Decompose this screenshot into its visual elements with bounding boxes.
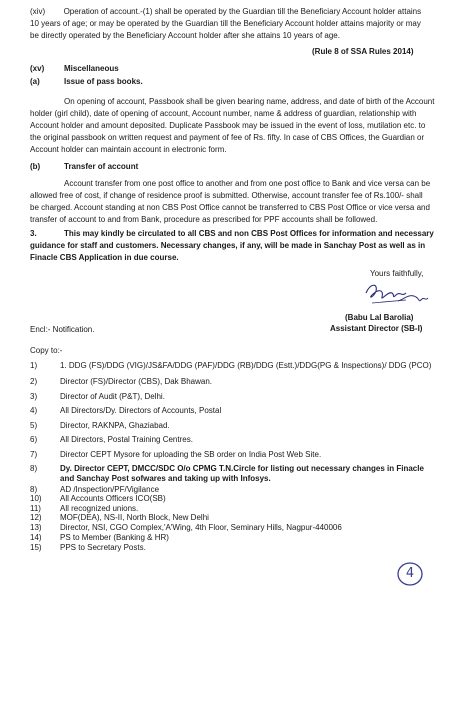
para-xiv-text-1: -(1) shall be operated by the Guardian till the Beneficiary Account holder attains xyxy=(140,7,422,16)
para-b-line: allowed free of cost, if change of residence proof is submitted. Otherwise, account transfer fee of Rs.100/- shall xyxy=(30,191,423,200)
para-a-heading: Issue of pass books. xyxy=(64,77,143,86)
cc-number: 11) xyxy=(30,504,41,513)
cc-item-continuation: and Sanchay Post sofwares and taking up with Infosys. xyxy=(60,474,271,483)
cc-item: All Accounts Officers ICO(SB) xyxy=(60,494,166,503)
cc-item: Director CEPT Mysore for uploading the SB order on India Post Web Site. xyxy=(60,450,322,459)
cc-item: Director, RAKNPA, Ghaziabad. xyxy=(60,421,170,430)
cc-item: MOF(DEA), NS-II, North Block, New Delhi xyxy=(60,513,209,522)
cc-number: 15) xyxy=(30,543,42,552)
cc-number: 10) xyxy=(30,494,42,503)
para-b-line: transfer of account to and from Bank, procedure as prescribed for PPF accounts shall be followed. xyxy=(30,215,378,224)
para-xiv-number: (xiv) xyxy=(30,7,46,16)
cc-number: 7) xyxy=(30,450,38,459)
cc-item: Dy. Director CEPT, DMCC/SDC O/o CPMG T.N.Circle for listing out necessary changes in Finacle xyxy=(60,464,424,473)
cc-item: PPS to Secretary Posts. xyxy=(60,543,146,552)
para-xiv-text-3: be directly operated by the Beneficiary Account holder after she attains 10 years of age. xyxy=(30,31,340,40)
para-a-line: Account holder and amount deposited. Duplicate Passbook may be issued in the event of loss, mutilation etc. to xyxy=(30,121,426,130)
para-b-line: be charged. Account standing at non CBS Post Office cannot be transferred to CBS Post Office or vice versa and xyxy=(30,203,430,212)
para-a-line: the original passbook on written request and payment of fee of Rs. fifty. In case of CBS Offices, the Guardian or xyxy=(30,133,425,142)
rule-reference: (Rule 8 of SSA Rules 2014) xyxy=(312,47,414,56)
cc-item: PS to Member (Banking & HR) xyxy=(60,533,169,542)
enclosure-line: Encl:- Notification. xyxy=(30,325,95,334)
para-xv-number: (xv) xyxy=(30,64,45,73)
page-mark-digit: 4 xyxy=(405,566,415,581)
para-a-line: On opening of account, Passbook shall be given bearing name, address, and date of birth of the Account xyxy=(64,97,435,106)
para-3-line: guidance for staff and customers. Necessary changes, if any, will be made in Sanchay Post as well as in xyxy=(30,241,426,250)
cc-number: 6) xyxy=(30,435,38,444)
signatory-name: (Babu Lal Barolia) xyxy=(345,313,414,322)
para-xv-heading: Miscellaneous xyxy=(64,64,119,73)
cc-item: Director of Audit (P&T), Delhi. xyxy=(60,392,165,401)
para-xiv-heading: Operation of account. xyxy=(63,7,141,16)
cc-number: 13) xyxy=(30,523,42,532)
cc-number: 8) xyxy=(30,464,38,473)
cc-item: All Directors, Postal Training Centres. xyxy=(60,435,193,444)
signatory-title: Assistant Director (SB-I) xyxy=(330,324,423,333)
para-b-line: Account transfer from one post office to another and from one post office to Bank and vice versa can be xyxy=(64,179,431,188)
para-a-line: holder (girl child), date of opening of account, Account number, name & address of guardian, relationship with xyxy=(30,109,417,118)
cc-item: Director, NSI, CGO Complex,'A'Wing, 4th Floor, Seminary Hills, Nagpur-440006 xyxy=(60,523,342,532)
cc-item: All recognized unions. xyxy=(60,504,139,513)
para-b-number: (b) xyxy=(30,162,41,171)
closing-text: Yours faithfully, xyxy=(370,269,424,278)
para-3-line: Finacle CBS Application in due course. xyxy=(30,253,179,262)
cc-item: Director (FS)/Director (CBS), Dak Bhawan. xyxy=(60,377,213,386)
para-3-number: 3. xyxy=(30,229,37,238)
copy-to-heading: Copy to:- xyxy=(30,346,63,355)
handwritten-signature xyxy=(362,279,432,313)
cc-item: All Directors/Dy. Directors of Accounts, Postal xyxy=(60,406,222,415)
cc-number: 12) xyxy=(30,513,42,522)
cc-item: 1. DDG (FS)/DDG (VIG)/JS&FA/DDG (PAF)/DDG (RB)/DDG (Estt.)/DDG(PG & Inspections)/ DDG (PCO) xyxy=(60,361,432,370)
cc-number: 14) xyxy=(30,533,42,542)
cc-number: 5) xyxy=(30,421,38,430)
para-a-number: (a) xyxy=(30,77,40,86)
cc-number: 1) xyxy=(30,361,38,370)
para-a-line: Account holder can maintain account in electronic form. xyxy=(30,145,227,154)
cc-number: 3) xyxy=(30,392,38,401)
cc-number: 2) xyxy=(30,377,38,386)
para-xiv-text-2: 10 years of age; or may be operated by the Guardian till the Beneficiary Account holder attains majority or may xyxy=(30,19,421,28)
cc-item: AD /Inspection/PF/Vigilance xyxy=(60,485,160,494)
para-xiv-line-1 xyxy=(30,6,421,17)
cc-number: 8) xyxy=(30,485,38,494)
handwritten-page-number xyxy=(396,560,424,588)
para-b-heading: Transfer of account xyxy=(64,162,139,171)
para-3-line: This may kindly be circulated to all CBS and non CBS Post Offices for information and necessary xyxy=(64,229,434,238)
cc-number: 4) xyxy=(30,406,38,415)
